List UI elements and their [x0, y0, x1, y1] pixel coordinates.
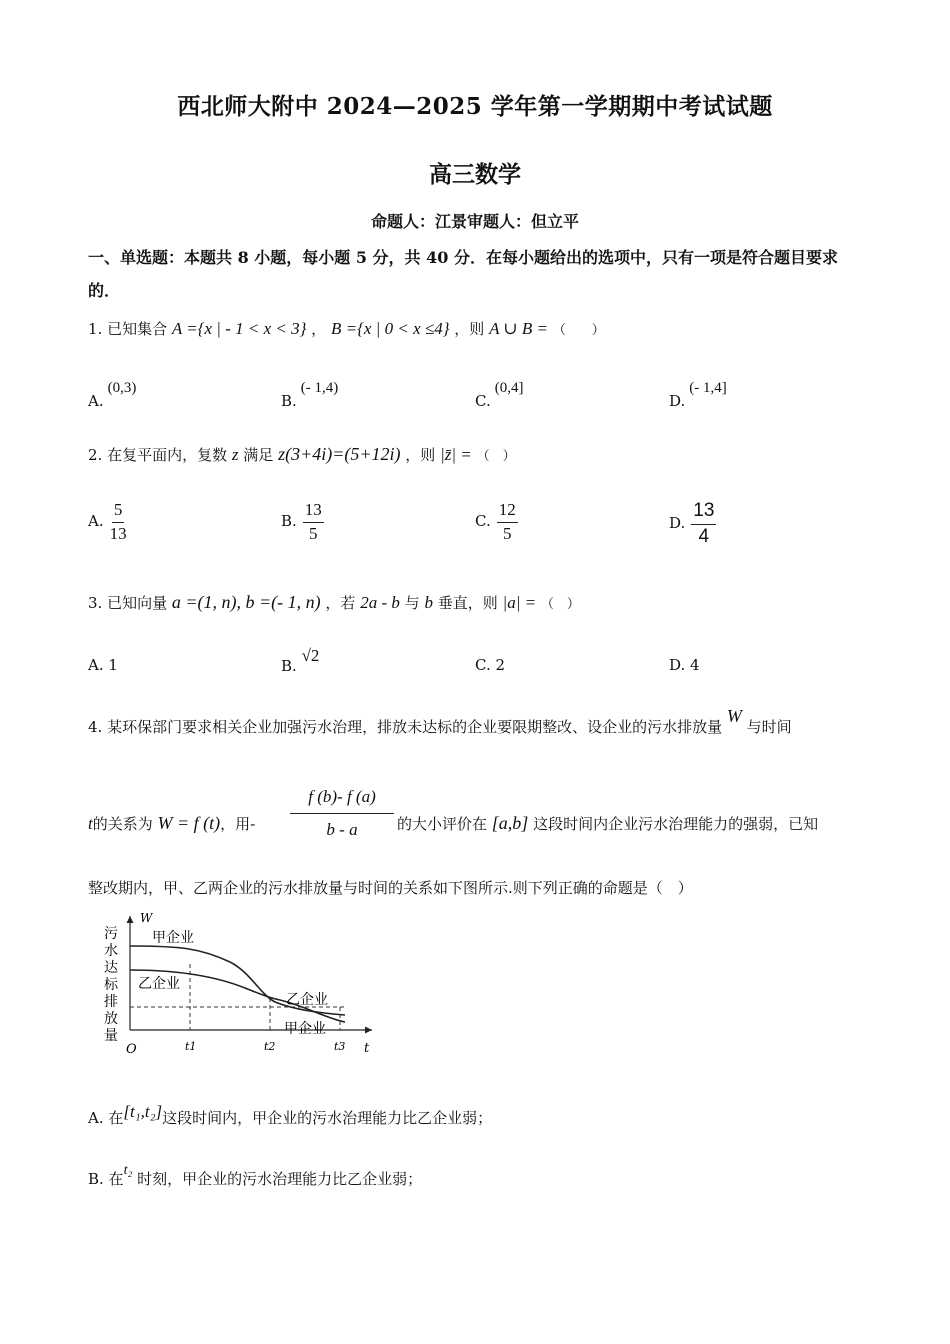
label-jia-top: 甲企业 [152, 930, 194, 946]
y-title-char: 标 [104, 977, 118, 993]
q1-option-a-label: A. [88, 392, 104, 410]
q3-option-c-label: C. 2 [475, 656, 506, 674]
q1-option-c-value: (0,4] [494, 380, 524, 396]
q1-option-c-label: C. [475, 392, 491, 410]
y-title-char: 达 [104, 960, 118, 976]
q2-option-d-den: 4 [698, 526, 710, 547]
q2-var: z [231, 445, 239, 464]
q4-line1-end: 与时间 [746, 718, 792, 736]
q4-t: t [88, 814, 93, 833]
q1-set-a: A ={x | - 1 < x < 3} [171, 319, 307, 338]
q4-option-b-label: B. 在 [88, 1170, 124, 1188]
q1-sep2: ，则 [454, 320, 485, 338]
q4-relation: W = f (t) [157, 813, 221, 833]
exam-title: 西北师大附中 2024—2025 学年第一学期期中考试试题 [177, 93, 773, 120]
q2-expr: |z̄| = [440, 445, 472, 464]
q3-expr2: b [424, 593, 433, 612]
authors-line: 命题人：江景审题人：但立平 [370, 212, 579, 231]
q2-option-a-label: A. [88, 512, 104, 530]
q4-frac-num: f (b)- f (a) [290, 787, 394, 814]
q1-option-b-value: (- 1,4) [300, 380, 339, 396]
q2-option-c-fraction [497, 500, 518, 544]
q1-option-a-value: (0,3) [107, 380, 137, 396]
tick-t1: t1 [185, 1040, 197, 1053]
y-title-char: 水 [104, 943, 118, 959]
q1-set-b: B ={x | 0 < x ≤4} [330, 319, 450, 338]
origin-label: O [126, 1042, 137, 1057]
q1-option-b[interactable] [281, 380, 339, 411]
q2-option-d-label: D. [669, 514, 686, 532]
y-axis-title [104, 926, 119, 1044]
q2-prefix: 2. 在复平面内，复数 [88, 446, 228, 464]
question-4-line1 [88, 706, 792, 737]
q4-W: W [726, 706, 742, 726]
y-axis-label: W [140, 911, 153, 925]
question-4-line2 [88, 813, 255, 834]
q4-line2-d: 这段时间内企业污水治理能力的强弱，已知 [533, 815, 819, 833]
q4-frac-den: b - a [326, 820, 358, 839]
q3-mid3: 垂直，则 [437, 594, 498, 612]
q3-mid1: ，若 [325, 594, 356, 612]
q2-option-a[interactable] [88, 500, 127, 544]
q3-blank: （ ） [540, 597, 580, 612]
q1-option-b-label: B. [281, 392, 297, 410]
q1-option-d-label: D. [669, 392, 686, 410]
q4-option-b-math: t₂ [123, 1163, 133, 1178]
q1-blank: （ ） [552, 323, 605, 338]
question-2 [88, 444, 516, 465]
q3-option-c[interactable] [475, 656, 505, 674]
y-title-char: 排 [104, 994, 118, 1010]
q4-line1: 4. 某环保部门要求相关企业加强污水治理，排放未达标的企业要限期整改、设企业的污水排放量 [88, 718, 723, 736]
q1-prefix: 1. 已知集合 [88, 320, 168, 338]
q4-option-a-label: A. 在 [88, 1109, 124, 1127]
q2-option-d-fraction [691, 500, 716, 548]
q3-option-b-label: B. [281, 657, 297, 675]
q2-equation: z(3+4i)=(5+12i) [278, 444, 401, 464]
q3-option-d[interactable] [669, 656, 700, 674]
q3-option-a-label: A. 1 [88, 656, 118, 674]
question-4-line2-cont [397, 813, 818, 834]
q2-option-d[interactable] [669, 500, 716, 548]
q2-option-a-den: 13 [109, 524, 127, 543]
q4-line2-c: 的大小评价在 [397, 815, 488, 833]
q3-expr1: 2a - b [360, 593, 400, 612]
q1-option-c[interactable] [475, 380, 524, 411]
q3-prefix: 3. 已知向量 [88, 594, 168, 612]
q3-expr3: |a| = [502, 593, 537, 612]
q2-option-c-label: C. [475, 512, 491, 530]
q2-option-b[interactable] [281, 500, 324, 544]
question-1 [88, 318, 605, 339]
q2-option-c-num: 12 [497, 500, 518, 523]
q2-option-b-label: B. [281, 512, 297, 530]
label-jia-bottom: 甲企业 [284, 1021, 326, 1037]
label-yi-left: 乙企业 [138, 976, 180, 992]
q3-option-a[interactable] [88, 656, 118, 674]
q1-sep1: ， [311, 320, 327, 338]
y-title-char: 量 [104, 1028, 118, 1044]
q2-mid: 满足 [243, 446, 274, 464]
q1-option-d-value: (- 1,4] [689, 380, 727, 396]
q2-option-b-num: 13 [303, 500, 324, 523]
q2-option-c-den: 5 [502, 524, 512, 543]
q1-expr: A ∪ B = [489, 319, 549, 338]
q2-option-b-fraction [303, 500, 324, 544]
q1-option-d[interactable] [669, 380, 727, 411]
q2-option-b-den: 5 [309, 524, 318, 543]
q4-line2-a: 的关系为 [92, 815, 153, 833]
q3-mid2: 与 [404, 594, 420, 612]
label-yi-right: 乙企业 [286, 992, 328, 1008]
q3-vectors: a =(1, n), b =(- 1, n) [171, 592, 321, 612]
q4-option-b-text: 时刻，甲企业的污水治理能力比乙企业弱； [137, 1170, 423, 1188]
q1-option-a[interactable] [88, 380, 137, 411]
q4-rate-fraction [290, 787, 394, 840]
q4-option-a[interactable] [88, 1102, 493, 1128]
x-axis-label: t [364, 1041, 370, 1056]
y-title-char: 放 [104, 1011, 118, 1027]
q2-option-a-fraction [110, 500, 127, 544]
q2-option-c[interactable] [475, 500, 518, 544]
q4-option-a-math: [t₁,t₂] [123, 1102, 163, 1121]
subject-title: 高三数学 [429, 161, 521, 188]
q4-interval: [a,b] [491, 813, 529, 833]
q4-option-a-text: 这段时间内，甲企业的污水治理能力比乙企业弱； [162, 1109, 493, 1127]
question-3 [88, 592, 580, 613]
tick-t3: t3 [334, 1040, 346, 1053]
q2-option-a-num: 5 [112, 500, 125, 523]
q2-option-d-num: 13 [691, 500, 716, 525]
q4-line2-b: ，用 [220, 815, 251, 833]
q4-option-b[interactable] [88, 1163, 423, 1189]
question-4-line3: 整改期内，甲、乙两企业的污水排放量与时间的关系如下图所示.则下列正确的命题是（ ） [88, 879, 693, 897]
q3-option-b-value: √2 [301, 646, 320, 665]
q4-minus: - [250, 815, 256, 833]
section-1-heading: 一、单选题：本题共 8 小题，每小题 5 分，共 40 分．在每小题给出的选项中，只有一项是符合题目要求的． [88, 248, 838, 300]
y-title-char: 污 [104, 926, 118, 942]
discharge-chart [100, 910, 380, 1060]
tick-t2: t2 [264, 1040, 276, 1053]
q2-sep: ，则 [405, 446, 436, 464]
q2-blank: （ ） [476, 449, 516, 464]
q3-option-b[interactable] [281, 646, 320, 676]
q3-option-d-label: D. 4 [669, 656, 700, 674]
